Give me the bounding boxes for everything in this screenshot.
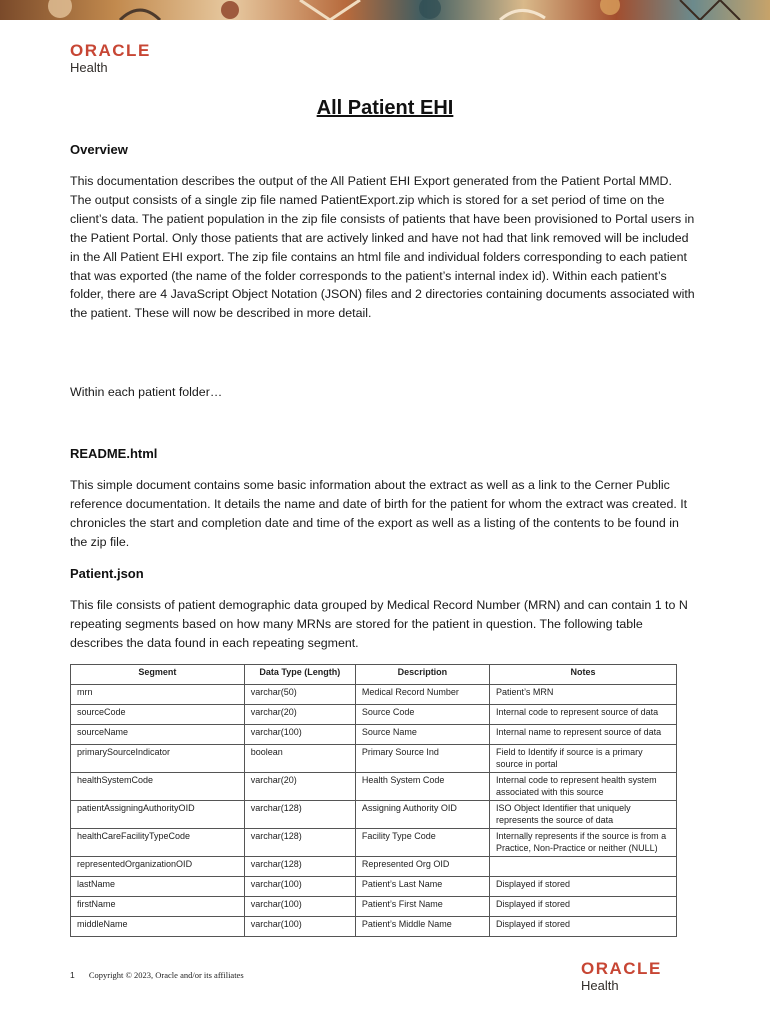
table-cell: varchar(100) bbox=[244, 877, 355, 897]
overview-heading: Overview bbox=[70, 142, 128, 157]
table-cell: sourceName bbox=[71, 725, 245, 745]
table-cell: healthSystemCode bbox=[71, 773, 245, 801]
page-title: All Patient EHI bbox=[316, 97, 454, 119]
table-cell: Internal name to represent source of data bbox=[490, 725, 677, 745]
table-cell: firstName bbox=[71, 897, 245, 917]
column-header: Description bbox=[355, 665, 489, 685]
table-cell: Health System Code bbox=[355, 773, 489, 801]
table-cell: Patient’s Last Name bbox=[355, 877, 489, 897]
table-cell: sourceCode bbox=[71, 705, 245, 725]
column-header: Notes bbox=[490, 665, 677, 685]
table-cell: varchar(100) bbox=[244, 897, 355, 917]
table-row bbox=[71, 705, 677, 725]
oracle-health-footer-logo bbox=[581, 960, 662, 994]
patient-json-heading: Patient.json bbox=[70, 566, 144, 581]
table-cell: Represented Org OID bbox=[355, 857, 489, 877]
column-header: Data Type (Length) bbox=[244, 665, 355, 685]
overview-paragraph: This documentation describes the output of the All Patient EHI Export generated from the Patient Portal MMD. The output consists of a single zip file named PatientExport.zip which is stored for a set period of time on the client’s data. The patient population in the zip file consists of patients that have been provisioned to Portal users in the Patient Portal. Only those patients that are actively linked and have not had that link removed will be included in the All Patient EHI export. The zip file contains an html file and individual folders corresponding to each patient that was exported (the name of the folder corresponds to the patient’s internal index id). Within each patient’s folder, there are 4 JavaScript Object Notation (JSON) files and 2 directories containing documents associated with the patient. These will now be described in more detail. bbox=[70, 174, 695, 321]
table-cell: Displayed if stored bbox=[490, 897, 677, 917]
table-cell: Patient’s First Name bbox=[355, 897, 489, 917]
table-cell: Internal code to represent health system associated with this source bbox=[490, 773, 677, 801]
copyright-text: Copyright © 2023, Oracle and/or its affiliates bbox=[88, 970, 244, 980]
table-cell: primarySourceIndicator bbox=[71, 745, 245, 773]
table-cell: varchar(20) bbox=[244, 705, 355, 725]
table-cell: ISO Object Identifier that uniquely represents the source of data bbox=[490, 801, 677, 829]
table-row bbox=[71, 685, 677, 705]
table-row bbox=[71, 745, 677, 773]
patient-json-paragraph: This file consists of patient demographic data grouped by Medical Record Number (MRN) and can contain 1 to N repeating segments based on how many MRNs are stored for the patient in question. The following table describes the data found in each repeating segment. bbox=[70, 598, 688, 650]
table-cell: varchar(128) bbox=[244, 829, 355, 857]
oracle-health-logo bbox=[70, 42, 151, 76]
readme-heading: README.html bbox=[70, 446, 158, 461]
table-cell bbox=[490, 857, 677, 877]
table-cell: patientAssigningAuthorityOID bbox=[71, 801, 245, 829]
table-row bbox=[71, 917, 677, 937]
table-cell: varchar(20) bbox=[244, 773, 355, 801]
table-cell: varchar(100) bbox=[244, 917, 355, 937]
table-cell: Internal code to represent source of data bbox=[490, 705, 677, 725]
table-cell: representedOrganizationOID bbox=[71, 857, 245, 877]
table-cell: Source Name bbox=[355, 725, 489, 745]
table-cell: varchar(50) bbox=[244, 685, 355, 705]
table-row bbox=[71, 877, 677, 897]
table-header-row bbox=[71, 665, 677, 685]
table-cell: Displayed if stored bbox=[490, 917, 677, 937]
column-header: Segment bbox=[71, 665, 245, 685]
table-cell: Internally represents if the source is from a Practice, Non-Practice or neither (NULL) bbox=[490, 829, 677, 857]
table-cell: Patient’s Middle Name bbox=[355, 917, 489, 937]
readme-paragraph: This simple document contains some basic information about the extract as well as a link to the Cerner Public reference documentation. It details the name and date of birth for the patient for whom the extract was created. It chronicles the start and completion date and time of the export as well as a listing of the contents to be found in the zip file. bbox=[70, 478, 688, 549]
patient-segment-table bbox=[70, 664, 677, 937]
table-cell: Medical Record Number bbox=[355, 685, 489, 705]
table-row bbox=[71, 725, 677, 745]
within-patient-folder-text: Within each patient folder… bbox=[70, 385, 223, 399]
table-cell: varchar(100) bbox=[244, 725, 355, 745]
table-row bbox=[71, 829, 677, 857]
table-cell: Assigning Authority OID bbox=[355, 801, 489, 829]
table-cell: Patient’s MRN bbox=[490, 685, 677, 705]
table-row bbox=[71, 801, 677, 829]
table-row bbox=[71, 773, 677, 801]
table-row bbox=[71, 857, 677, 877]
logo-wordmark: ORACLE bbox=[70, 41, 151, 60]
table-cell: mrn bbox=[71, 685, 245, 705]
table-cell: middleName bbox=[71, 917, 245, 937]
table-cell: Primary Source Ind bbox=[355, 745, 489, 773]
table-cell: boolean bbox=[244, 745, 355, 773]
table-cell: varchar(128) bbox=[244, 857, 355, 877]
table-cell: Displayed if stored bbox=[490, 877, 677, 897]
table-cell: Field to Identify if source is a primary source in portal bbox=[490, 745, 677, 773]
logo-subtitle: Health bbox=[581, 978, 619, 993]
table-cell: Source Code bbox=[355, 705, 489, 725]
page-footer bbox=[70, 970, 244, 980]
table-cell: healthCareFacilityTypeCode bbox=[71, 829, 245, 857]
table-cell: Facility Type Code bbox=[355, 829, 489, 857]
logo-wordmark: ORACLE bbox=[581, 959, 662, 978]
table-cell: lastName bbox=[71, 877, 245, 897]
table-row bbox=[71, 897, 677, 917]
decorative-banner bbox=[0, 0, 770, 20]
table-cell: varchar(128) bbox=[244, 801, 355, 829]
page-number: 1 bbox=[70, 970, 75, 980]
logo-subtitle: Health bbox=[70, 60, 108, 75]
